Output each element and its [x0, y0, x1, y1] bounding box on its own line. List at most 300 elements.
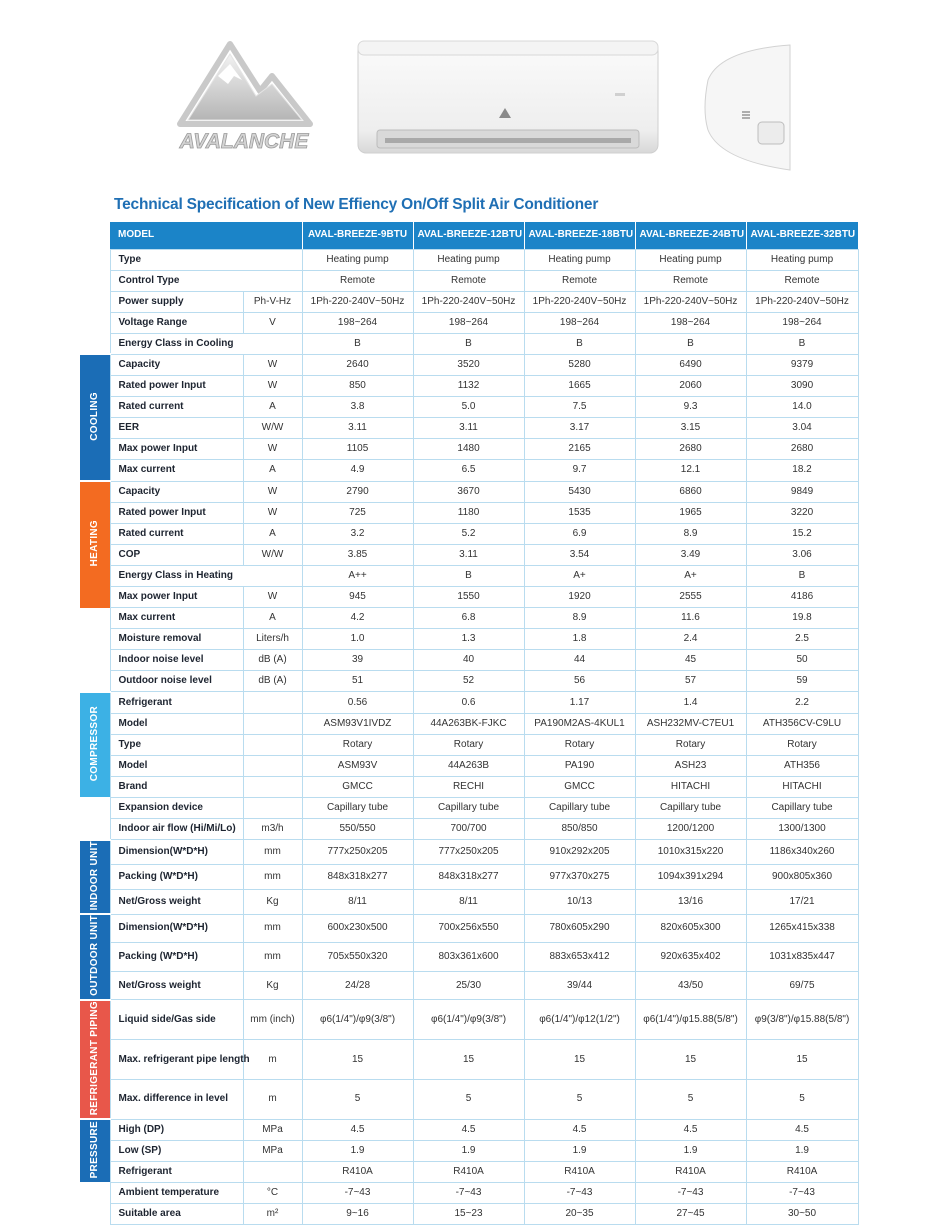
cell-value: 5 — [524, 1079, 635, 1119]
cell-value: B — [635, 333, 746, 354]
table-row — [80, 692, 858, 713]
cell-value: -7~43 — [413, 1182, 524, 1203]
cell-value: 15 — [524, 1040, 635, 1080]
cell-value: ATH356 — [746, 755, 858, 776]
category-label: COOLING — [88, 391, 100, 441]
table-row — [80, 249, 858, 270]
cell-value: 1.4 — [635, 692, 746, 713]
cell-value: 24/28 — [302, 971, 413, 1000]
row-unit: dB (A) — [243, 671, 302, 692]
cell-value: HITACHI — [635, 776, 746, 797]
row-unit: W — [243, 354, 302, 375]
row-label: Control Type — [110, 270, 302, 291]
cell-value: 27~45 — [635, 1204, 746, 1225]
cell-value: 8/11 — [413, 889, 524, 914]
cell-value: 44A263BK-FJKC — [413, 713, 524, 734]
cell-value: Rotary — [524, 734, 635, 755]
cell-value: R410A — [413, 1161, 524, 1182]
cell-value: 5 — [635, 1079, 746, 1119]
row-unit: V — [243, 312, 302, 333]
row-unit: m² — [243, 1204, 302, 1225]
table-row — [80, 840, 858, 865]
cell-value: φ9(3/8")/φ15.88(5/8") — [746, 1000, 858, 1040]
table-row — [80, 587, 858, 608]
cell-value: Capillary tube — [302, 797, 413, 818]
cell-value: 3.11 — [302, 418, 413, 439]
cell-value: 1665 — [524, 376, 635, 397]
row-unit: mm — [243, 914, 302, 943]
table-row — [80, 864, 858, 889]
cell-value: 9~16 — [302, 1204, 413, 1225]
cell-value: 2790 — [302, 481, 413, 502]
cell-value: 3.17 — [524, 418, 635, 439]
cell-value: 6.5 — [413, 460, 524, 481]
cell-value: 3.04 — [746, 418, 858, 439]
category-label: REFRIGERANT PIPING — [88, 1000, 100, 1116]
cell-value: 56 — [524, 671, 635, 692]
row-unit: mm — [243, 943, 302, 972]
table-row — [80, 943, 858, 972]
row-label: Type — [110, 249, 302, 270]
cell-value: R410A — [524, 1161, 635, 1182]
header-model-1: AVAL-BREEZE-9BTU — [302, 222, 413, 249]
cell-value: B — [302, 333, 413, 354]
category-spacer — [80, 650, 110, 671]
cell-value: 69/75 — [746, 971, 858, 1000]
cell-value: 910x292x205 — [524, 840, 635, 865]
table-row — [80, 629, 858, 650]
cell-value: ASM93V1IVDZ — [302, 713, 413, 734]
cell-value: 5430 — [524, 481, 635, 502]
category-label: PRESSURE — [88, 1121, 100, 1179]
cell-value: 780x605x290 — [524, 914, 635, 943]
category-outdoor — [80, 914, 110, 1000]
cell-value: -7~43 — [302, 1182, 413, 1203]
row-label: Net/Gross weight — [110, 889, 243, 914]
header-model-3: AVAL-BREEZE-18BTU — [524, 222, 635, 249]
cell-value: 2.5 — [746, 629, 858, 650]
cell-value: 5.2 — [413, 523, 524, 544]
row-label: Max current — [110, 608, 243, 629]
row-label: Model — [110, 713, 243, 734]
cell-value: 2.2 — [746, 692, 858, 713]
category-spacer — [80, 629, 110, 650]
table-row — [80, 333, 858, 354]
cell-value: 18.2 — [746, 460, 858, 481]
cell-value: 1031x835x447 — [746, 943, 858, 972]
cell-value: 1200/1200 — [635, 819, 746, 840]
row-unit: Kg — [243, 971, 302, 1000]
avalanche-logo — [160, 36, 328, 156]
cell-value: 3.11 — [413, 418, 524, 439]
cell-value: A++ — [302, 565, 413, 586]
cell-value: Remote — [635, 270, 746, 291]
cell-value: 3220 — [746, 502, 858, 523]
cell-value: 6.9 — [524, 523, 635, 544]
category-spacer — [80, 608, 110, 629]
cell-value: B — [524, 333, 635, 354]
category-indoor — [80, 840, 110, 914]
table-row — [80, 889, 858, 914]
row-unit: A — [243, 523, 302, 544]
cell-value: R410A — [635, 1161, 746, 1182]
row-label: Max current — [110, 460, 243, 481]
cell-value: 30~50 — [746, 1204, 858, 1225]
cell-value: 2555 — [635, 587, 746, 608]
row-label: Liquid side/Gas side — [110, 1000, 243, 1040]
cell-value: GMCC — [524, 776, 635, 797]
cell-value: 9.7 — [524, 460, 635, 481]
category-label: OUTDOOR UNIT — [88, 915, 100, 996]
cell-value: φ6(1/4")/φ9(3/8") — [302, 1000, 413, 1040]
cell-value: 44 — [524, 650, 635, 671]
row-unit — [243, 755, 302, 776]
cell-value: 777x250x205 — [302, 840, 413, 865]
cell-value: 848x318x277 — [302, 864, 413, 889]
cell-value: 920x635x402 — [635, 943, 746, 972]
table-row — [80, 481, 858, 502]
cell-value: 50 — [746, 650, 858, 671]
cell-value: B — [746, 333, 858, 354]
cell-value: 52 — [413, 671, 524, 692]
cell-value: 5 — [302, 1079, 413, 1119]
row-label: Moisture removal — [110, 629, 243, 650]
cell-value: Remote — [302, 270, 413, 291]
cell-value: Heating pump — [524, 249, 635, 270]
table-row — [80, 1000, 858, 1040]
cell-value: 1Ph-220-240V~50Hz — [635, 291, 746, 312]
row-label: Refrigerant — [110, 692, 243, 713]
cell-value: 59 — [746, 671, 858, 692]
row-unit: Kg — [243, 889, 302, 914]
cell-value: 45 — [635, 650, 746, 671]
table-row — [80, 544, 858, 565]
row-unit — [243, 776, 302, 797]
table-row — [80, 565, 858, 586]
cell-value: 1300/1300 — [746, 819, 858, 840]
cell-value: 977x370x275 — [524, 864, 635, 889]
cell-value: 0.6 — [413, 692, 524, 713]
cell-value: 1Ph-220-240V~50Hz — [524, 291, 635, 312]
row-unit — [243, 797, 302, 818]
table-row — [80, 608, 858, 629]
cell-value: 883x653x412 — [524, 943, 635, 972]
header-model-5: AVAL-BREEZE-32BTU — [746, 222, 858, 249]
row-label: Brand — [110, 776, 243, 797]
row-unit: W — [243, 502, 302, 523]
row-label: Energy Class in Cooling — [110, 333, 302, 354]
cell-value: Rotary — [635, 734, 746, 755]
table-row — [80, 397, 858, 418]
cell-value: Heating pump — [635, 249, 746, 270]
cell-value: 7.5 — [524, 397, 635, 418]
cell-value: 39 — [302, 650, 413, 671]
cell-value: 2680 — [635, 439, 746, 460]
cell-value: 1550 — [413, 587, 524, 608]
row-label: Dimension(W*D*H) — [110, 840, 243, 865]
table-row — [80, 650, 858, 671]
table-row — [80, 671, 858, 692]
air-conditioner-unit-image — [355, 38, 662, 188]
table-row — [80, 270, 858, 291]
cell-value: 11.6 — [635, 608, 746, 629]
cell-value: 15.2 — [746, 523, 858, 544]
cell-value: 1186x340x260 — [746, 840, 858, 865]
cell-value: 3.06 — [746, 544, 858, 565]
cell-value: 4.5 — [746, 1119, 858, 1140]
table-row — [80, 1079, 858, 1119]
table-row — [80, 713, 858, 734]
cell-value: 39/44 — [524, 971, 635, 1000]
cell-value: 3520 — [413, 354, 524, 375]
cell-value: 600x230x500 — [302, 914, 413, 943]
cell-value: 4.5 — [635, 1119, 746, 1140]
row-unit: W — [243, 481, 302, 502]
table-row — [80, 776, 858, 797]
cell-value: 700x256x550 — [413, 914, 524, 943]
category-spacer — [80, 270, 110, 291]
row-unit: A — [243, 397, 302, 418]
cell-value: 198~264 — [413, 312, 524, 333]
category-spacer — [80, 671, 110, 692]
row-unit: mm — [243, 864, 302, 889]
cell-value: 1180 — [413, 502, 524, 523]
cell-value: 4.5 — [413, 1119, 524, 1140]
row-label: Rated power Input — [110, 502, 243, 523]
cell-value: 2640 — [302, 354, 413, 375]
cell-value: 1Ph-220-240V~50Hz — [302, 291, 413, 312]
cell-value: 1535 — [524, 502, 635, 523]
cell-value: 25/30 — [413, 971, 524, 1000]
cell-value: 15 — [302, 1040, 413, 1080]
cell-value: 1.17 — [524, 692, 635, 713]
row-label: Low (SP) — [110, 1140, 243, 1161]
row-unit: Liters/h — [243, 629, 302, 650]
table-row — [80, 460, 858, 481]
category-compressor — [80, 692, 110, 797]
category-label: HEATING — [88, 520, 100, 567]
table-row — [80, 439, 858, 460]
category-spacer — [80, 333, 110, 354]
cell-value: 1265x415x338 — [746, 914, 858, 943]
cell-value: 3090 — [746, 376, 858, 397]
cell-value: 1480 — [413, 439, 524, 460]
cell-value: 1010x315x220 — [635, 840, 746, 865]
cell-value: -7~43 — [746, 1182, 858, 1203]
cell-value: 51 — [302, 671, 413, 692]
header-model-4: AVAL-BREEZE-24BTU — [635, 222, 746, 249]
cell-value: 13/16 — [635, 889, 746, 914]
cell-value: 40 — [413, 650, 524, 671]
cell-value: ASM93V — [302, 755, 413, 776]
row-unit — [243, 1161, 302, 1182]
cell-value: 8/11 — [302, 889, 413, 914]
table-row — [80, 523, 858, 544]
cell-value: 44A263B — [413, 755, 524, 776]
cell-value: 1132 — [413, 376, 524, 397]
cell-value: Rotary — [746, 734, 858, 755]
row-label: Capacity — [110, 481, 243, 502]
table-row — [80, 971, 858, 1000]
cell-value: 15 — [635, 1040, 746, 1080]
cell-value: 1Ph-220-240V~50Hz — [746, 291, 858, 312]
cell-value: 1.8 — [524, 629, 635, 650]
row-label: Refrigerant — [110, 1161, 243, 1182]
cell-value: 9379 — [746, 354, 858, 375]
logo-wordmark: AVALANCHE — [179, 130, 309, 153]
cell-value: 10/13 — [524, 889, 635, 914]
cell-value: PA190 — [524, 755, 635, 776]
cell-value: 725 — [302, 502, 413, 523]
cell-value: 1920 — [524, 587, 635, 608]
cell-value: Heating pump — [302, 249, 413, 270]
row-label: Model — [110, 755, 243, 776]
row-unit: A — [243, 460, 302, 481]
cell-value: Heating pump — [413, 249, 524, 270]
table-row — [80, 418, 858, 439]
cell-value: 5280 — [524, 354, 635, 375]
cell-value: 5 — [746, 1079, 858, 1119]
cell-value: 4186 — [746, 587, 858, 608]
cell-value: A+ — [524, 565, 635, 586]
cell-value: 5 — [413, 1079, 524, 1119]
table-row — [80, 1182, 858, 1203]
row-unit — [243, 713, 302, 734]
row-label: Capacity — [110, 354, 243, 375]
cell-value: 1.9 — [635, 1140, 746, 1161]
row-label: Net/Gross weight — [110, 971, 243, 1000]
cell-value: 15 — [413, 1040, 524, 1080]
cell-value: 803x361x600 — [413, 943, 524, 972]
cell-value: ATH356CV-C9LU — [746, 713, 858, 734]
cell-value: -7~43 — [524, 1182, 635, 1203]
cell-value: 8.9 — [524, 608, 635, 629]
cell-value: HITACHI — [746, 776, 858, 797]
cell-value: 4.5 — [524, 1119, 635, 1140]
row-unit: W — [243, 376, 302, 397]
cell-value: A+ — [635, 565, 746, 586]
row-label: Ambient temperature — [110, 1182, 243, 1203]
row-label: Max power Input — [110, 439, 243, 460]
row-unit: °C — [243, 1182, 302, 1203]
row-unit: dB (A) — [243, 650, 302, 671]
row-unit — [243, 734, 302, 755]
cell-value: 850 — [302, 376, 413, 397]
cell-value: 14.0 — [746, 397, 858, 418]
cell-value: 850/850 — [524, 819, 635, 840]
cell-value: 3.85 — [302, 544, 413, 565]
cell-value: PA190M2AS-4KUL1 — [524, 713, 635, 734]
cell-value: 5.0 — [413, 397, 524, 418]
row-unit — [243, 692, 302, 713]
category-cooling — [80, 354, 110, 481]
cell-value: Remote — [413, 270, 524, 291]
cell-value: 1.9 — [524, 1140, 635, 1161]
cell-value: 1.3 — [413, 629, 524, 650]
category-pressure — [80, 1119, 110, 1182]
cell-value: B — [413, 333, 524, 354]
spec-table-container — [80, 222, 859, 1225]
category-spacer — [80, 249, 110, 270]
row-label: Rated power Input — [110, 376, 243, 397]
table-header-row — [80, 222, 858, 249]
cell-value: 3.2 — [302, 523, 413, 544]
cell-value: 2.4 — [635, 629, 746, 650]
cell-value: 198~264 — [524, 312, 635, 333]
cell-value: 6490 — [635, 354, 746, 375]
cell-value: 3670 — [413, 481, 524, 502]
cell-value: 777x250x205 — [413, 840, 524, 865]
category-heating — [80, 481, 110, 608]
table-row — [80, 312, 858, 333]
row-label: Power supply — [110, 291, 243, 312]
row-label: Type — [110, 734, 243, 755]
cell-value: 6.8 — [413, 608, 524, 629]
cell-value: -7~43 — [635, 1182, 746, 1203]
row-label: High (DP) — [110, 1119, 243, 1140]
cell-value: 4.2 — [302, 608, 413, 629]
cell-value: Capillary tube — [413, 797, 524, 818]
cell-value: 705x550x320 — [302, 943, 413, 972]
cell-value: 12.1 — [635, 460, 746, 481]
table-row — [80, 376, 858, 397]
table-row — [80, 291, 858, 312]
cell-value: 2165 — [524, 439, 635, 460]
row-label: Energy Class in Heating — [110, 565, 302, 586]
cell-value: 1.9 — [746, 1140, 858, 1161]
cell-value: 9849 — [746, 481, 858, 502]
row-label: Packing (W*D*H) — [110, 943, 243, 972]
row-unit: mm (inch) — [243, 1000, 302, 1040]
cell-value: R410A — [302, 1161, 413, 1182]
row-unit: W — [243, 587, 302, 608]
cell-value: 4.9 — [302, 460, 413, 481]
category-label: COMPRESSOR — [88, 706, 100, 782]
table-row — [80, 354, 858, 375]
row-unit: mm — [243, 840, 302, 865]
cell-value: Rotary — [413, 734, 524, 755]
row-label: Rated current — [110, 523, 243, 544]
cell-value: Capillary tube — [635, 797, 746, 818]
category-refpipe — [80, 1000, 110, 1119]
cell-value: 3.11 — [413, 544, 524, 565]
cell-value: ASH23 — [635, 755, 746, 776]
cell-value: RECHI — [413, 776, 524, 797]
cell-value: φ6(1/4")/φ9(3/8") — [413, 1000, 524, 1040]
cell-value: 1.9 — [413, 1140, 524, 1161]
table-row — [80, 1204, 858, 1225]
row-label: Suitable area — [110, 1204, 243, 1225]
row-unit: A — [243, 608, 302, 629]
cell-value: 3.54 — [524, 544, 635, 565]
category-spacer — [80, 797, 110, 818]
cell-value: 1094x391x294 — [635, 864, 746, 889]
row-label: Outdoor noise level — [110, 671, 243, 692]
table-row — [80, 914, 858, 943]
cell-value: R410A — [746, 1161, 858, 1182]
table-row — [80, 755, 858, 776]
table-row — [80, 1040, 858, 1080]
row-unit: W/W — [243, 544, 302, 565]
row-label: Indoor air flow (Hi/Mi/Lo) — [110, 819, 243, 840]
cell-value: 8.9 — [635, 523, 746, 544]
cell-value: Capillary tube — [746, 797, 858, 818]
row-label: Rated current — [110, 397, 243, 418]
row-unit: MPa — [243, 1119, 302, 1140]
category-spacer — [80, 1204, 110, 1225]
cell-value: 1965 — [635, 502, 746, 523]
table-row — [80, 502, 858, 523]
